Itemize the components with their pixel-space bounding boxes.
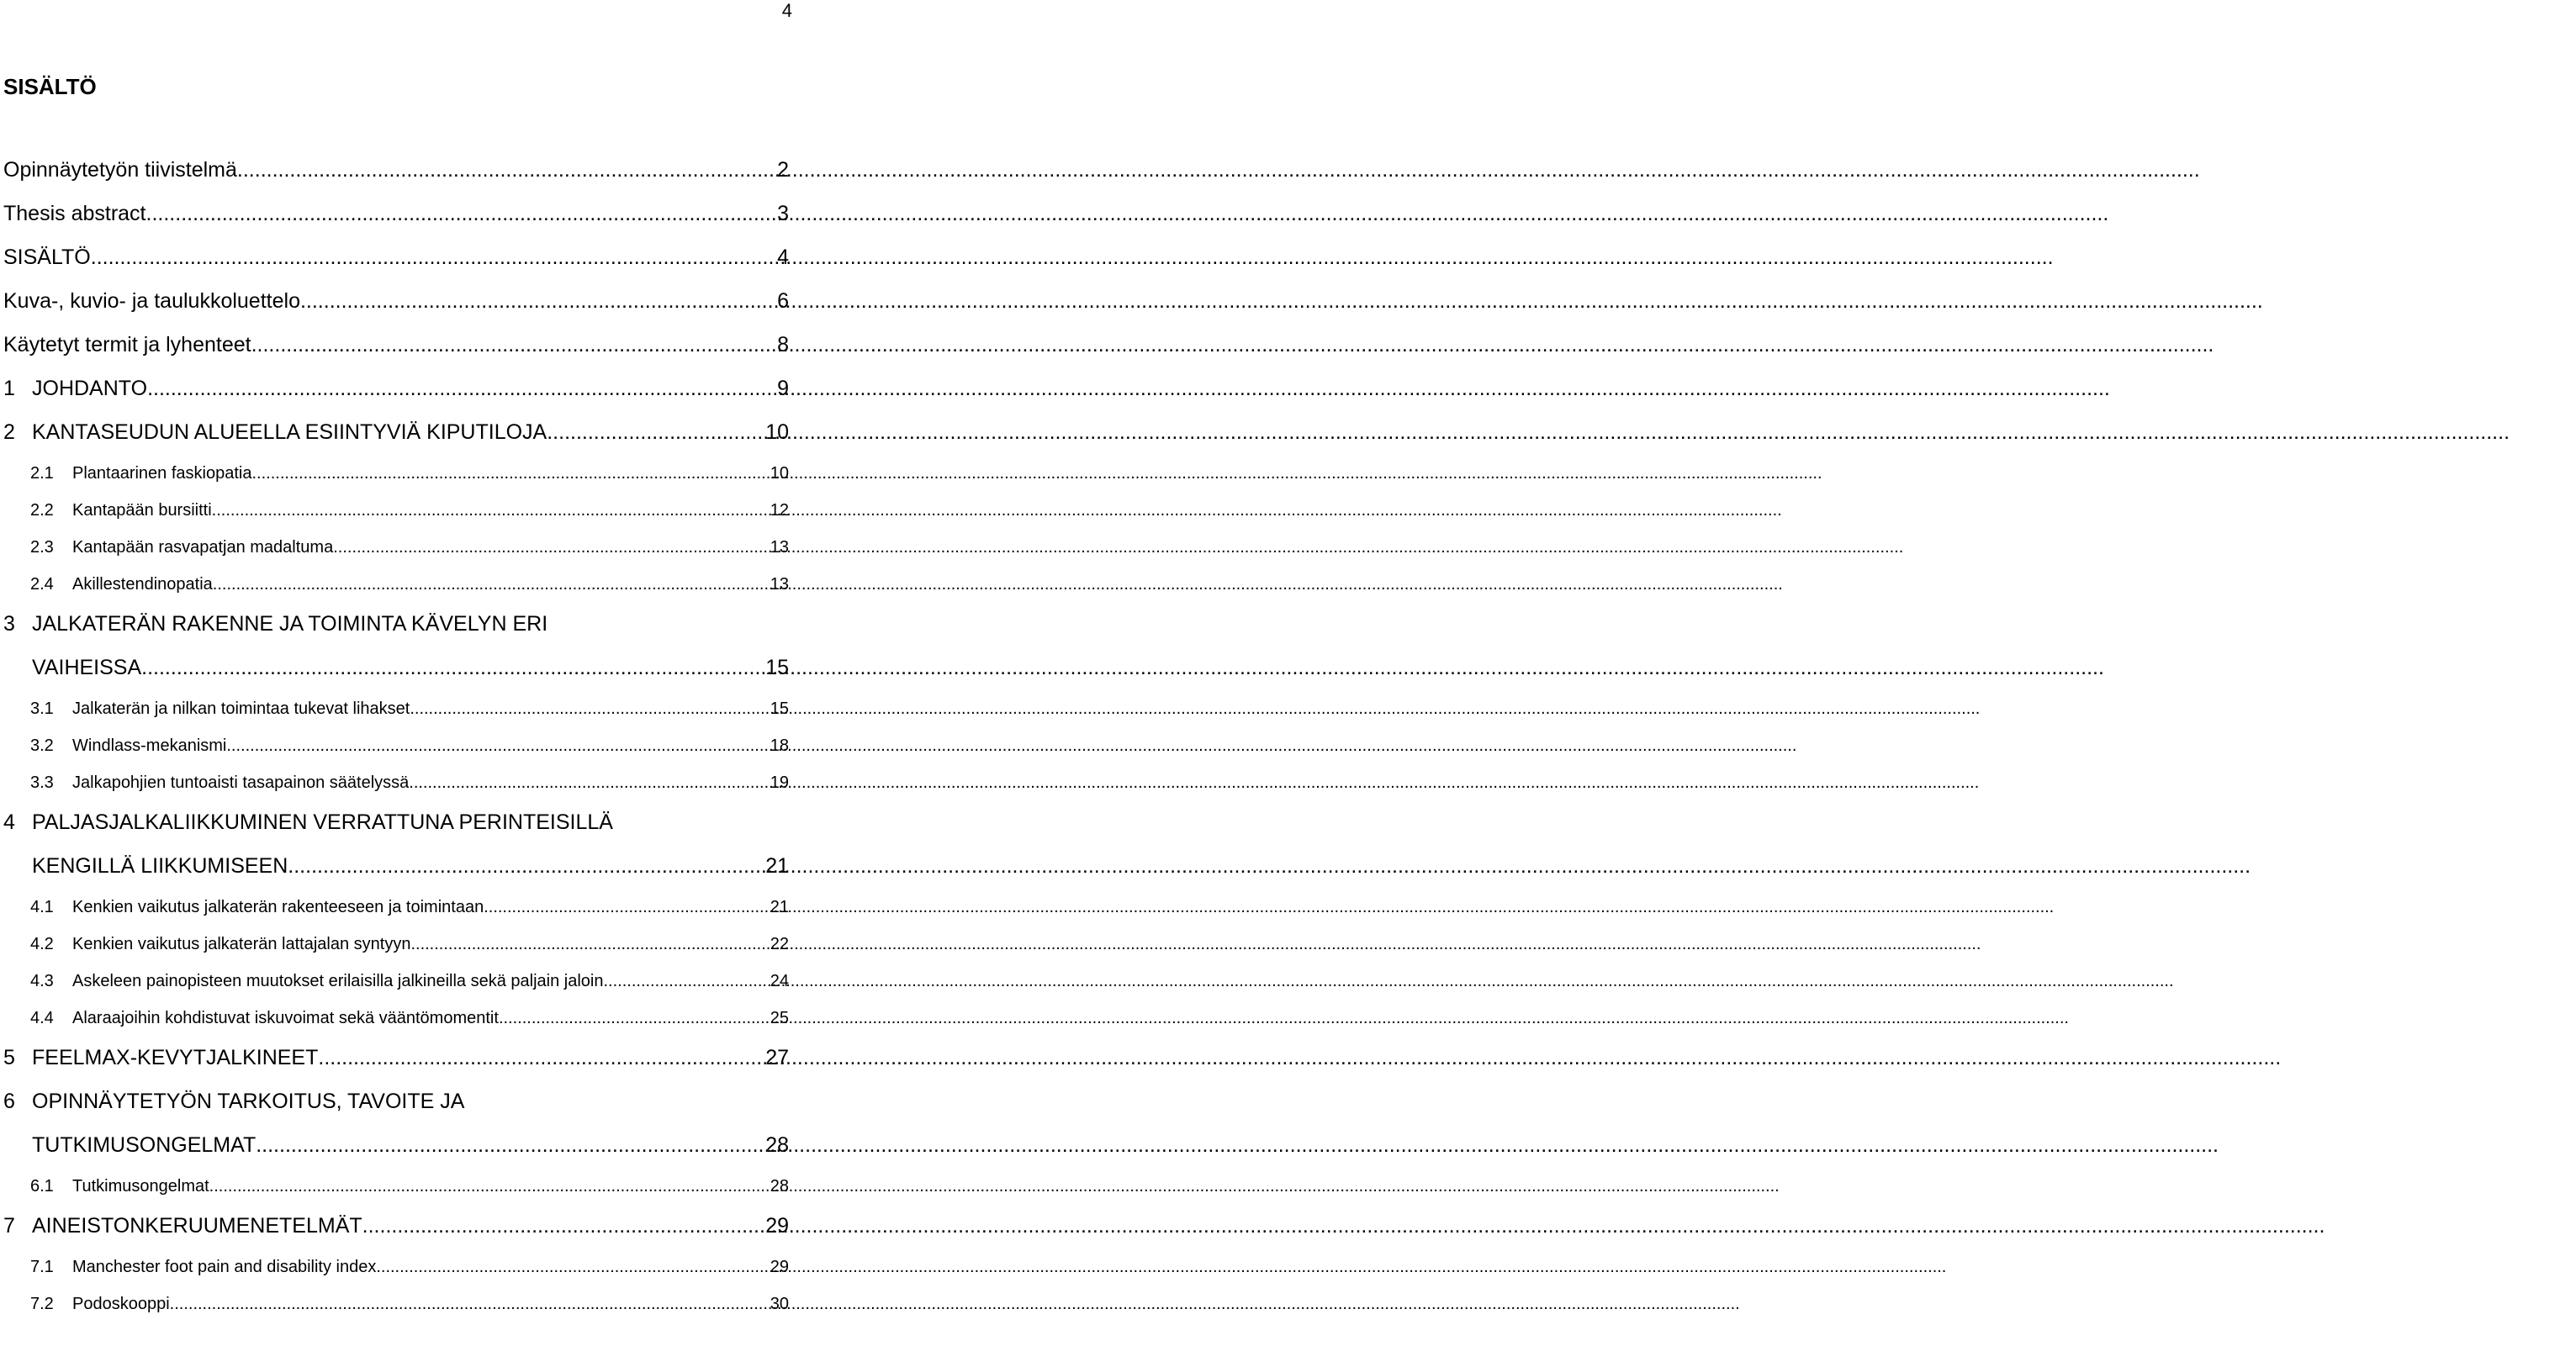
toc-dot-leader: [318, 1046, 765, 1070]
toc-entry-title: Kantapään bursiitti: [72, 501, 212, 520]
toc-entry-page: 3: [777, 202, 789, 225]
toc-dot-leader: [213, 575, 770, 594]
toc-entry-number: 4.1: [30, 898, 54, 916]
toc-entry-number: 2.2: [30, 501, 54, 520]
toc-entry-number: 4.4: [30, 1009, 54, 1027]
toc-entry-title-continued: KENGILLÄ LIIKKUMISEEN: [32, 854, 288, 878]
toc-dot-leader: [547, 420, 765, 445]
toc-entry-number: 2.1: [30, 464, 54, 483]
toc-entry-number: 3.1: [30, 699, 54, 718]
toc-entry-page: 22: [770, 935, 789, 953]
toc-dot-leader: [499, 1009, 770, 1028]
toc-dot-leader: [170, 1295, 770, 1314]
toc-entry[interactable]: [0, 1295, 807, 1332]
toc-entry-page: 4: [777, 245, 789, 269]
toc-entry-title: Podoskooppi: [72, 1295, 170, 1313]
toc-entry[interactable]: [0, 1214, 807, 1258]
toc-dot-leader: [376, 1258, 770, 1277]
toc-dot-leader: [256, 1133, 765, 1158]
toc-entry-title: Plantaarinen faskiopatia: [72, 464, 252, 483]
toc-entry-continuation[interactable]: [0, 1133, 807, 1177]
toc-dot-leader: [226, 736, 770, 756]
toc-dot-leader: [410, 699, 770, 719]
toc-entry[interactable]: [0, 612, 807, 656]
toc-entry-page: 10: [770, 464, 789, 483]
toc-dot-leader: [251, 333, 778, 357]
toc-entry-page: 25: [770, 1009, 789, 1027]
toc-entry[interactable]: [0, 898, 807, 935]
toc-dot-leader: [300, 289, 777, 314]
toc-entry[interactable]: [0, 1258, 807, 1295]
toc-entry-page: 21: [770, 898, 789, 916]
toc-entry-number: 4.2: [30, 935, 54, 953]
toc-entry-title: Kantapään rasvapatjan madaltuma: [72, 538, 334, 557]
toc-entry-number: 4.3: [30, 972, 54, 990]
toc-entry[interactable]: [0, 377, 807, 420]
toc-dot-leader: [251, 464, 770, 483]
toc-entry[interactable]: [0, 501, 807, 538]
toc-entry-number: 7.1: [30, 1258, 54, 1276]
toc-entry-page: 9: [777, 377, 789, 400]
toc-entry-continuation[interactable]: [0, 854, 807, 898]
toc-entry-title: FEELMAX-KEVYTJALKINEET: [32, 1046, 319, 1069]
toc-entry-title: Opinnäytetyön tiivistelmä: [3, 158, 237, 182]
toc-entry[interactable]: [0, 538, 807, 575]
toc-entry[interactable]: [0, 972, 807, 1009]
toc-entry-number: 1: [3, 377, 15, 400]
toc-entry-title: JOHDANTO: [32, 377, 148, 400]
toc-entry-page: 27: [765, 1046, 789, 1069]
toc-entry-title: AINEISTONKERUUMENETELMÄT: [32, 1214, 362, 1238]
toc-entry[interactable]: [0, 333, 807, 377]
toc-entry-title: Alaraajoihin kohdistuvat iskuvoimat sekä vääntömomentit: [72, 1009, 499, 1027]
toc-entry-title: Kuva-, kuvio- ja taulukkoluettelo: [3, 289, 300, 313]
toc-dot-leader: [209, 1177, 770, 1196]
page-title: SISÄLTÖ: [3, 74, 97, 99]
toc-entry-title: Tutkimusongelmat: [72, 1177, 209, 1196]
toc-entry-title: KANTASEUDUN ALUEELLA ESIINTYVIÄ KIPUTILOJA: [32, 420, 547, 444]
toc-dot-leader: [333, 538, 770, 557]
toc-entry-title: Manchester foot pain and disability index: [72, 1258, 377, 1276]
toc-entry[interactable]: [0, 202, 807, 245]
toc-dot-leader: [288, 854, 765, 879]
toc-entry[interactable]: [0, 245, 807, 289]
toc-entry-title: Jalkaterän ja nilkan toimintaa tukevat lihakset: [72, 699, 410, 718]
toc-entry-number: 2.3: [30, 538, 54, 557]
toc-dot-leader: [484, 898, 770, 917]
toc-entry-title: SISÄLTÖ: [3, 245, 91, 269]
toc-entry-page: 15: [765, 656, 789, 679]
toc-dot-leader: [141, 656, 765, 680]
toc-entry-continuation[interactable]: [0, 656, 807, 699]
toc-entry[interactable]: [0, 699, 807, 736]
table-of-contents: [0, 158, 807, 1332]
toc-entry[interactable]: [0, 289, 807, 333]
toc-entry-number: 3: [3, 612, 15, 636]
toc-dot-leader: [409, 773, 770, 793]
toc-entry[interactable]: [0, 773, 807, 810]
toc-entry-title: OPINNÄYTETYÖN TARKOITUS, TAVOITE JA: [32, 1090, 465, 1113]
toc-entry[interactable]: [0, 158, 807, 202]
toc-entry-title: Kenkien vaikutus jalkaterän lattajalan syntyyn: [72, 935, 411, 953]
toc-entry[interactable]: [0, 810, 807, 854]
page-number: 4: [781, 0, 792, 21]
toc-dot-leader: [146, 202, 778, 226]
toc-entry-page: 21: [765, 854, 789, 878]
toc-entry-number: 3.2: [30, 736, 54, 755]
toc-entry-title: PALJASJALKALIIKKUMINEN VERRATTUNA PERINTEISILLÄ: [32, 810, 613, 834]
toc-entry-title: JALKATERÄN RAKENNE JA TOIMINTA KÄVELYN ERI: [32, 612, 548, 636]
toc-dot-leader: [362, 1214, 766, 1238]
toc-entry-title: Thesis abstract: [3, 202, 146, 225]
toc-dot-leader: [91, 245, 777, 270]
toc-dot-leader: [147, 377, 777, 401]
toc-entry-number: 6.1: [30, 1177, 54, 1196]
toc-entry[interactable]: [0, 1046, 807, 1090]
toc-entry-number: 2.4: [30, 575, 54, 594]
toc-entry-page: 12: [770, 501, 789, 520]
toc-entry-number: 4: [3, 810, 15, 834]
toc-dot-leader: [410, 935, 770, 954]
toc-entry-title: Käytetyt termit ja lyhenteet: [3, 333, 251, 356]
toc-entry-page: 29: [765, 1214, 789, 1238]
toc-entry-page: 10: [765, 420, 789, 444]
toc-entry-page: 30: [770, 1295, 789, 1313]
toc-entry-page: 13: [770, 538, 789, 557]
toc-entry-title: Askeleen painopisteen muutokset erilaisilla jalkineilla sekä paljain jaloin: [72, 972, 604, 990]
toc-dot-leader: [603, 972, 770, 991]
toc-entry-title-continued: TUTKIMUSONGELMAT: [32, 1133, 257, 1157]
toc-entry-number: 7: [3, 1214, 15, 1238]
toc-entry-number: 6: [3, 1090, 15, 1113]
toc-entry[interactable]: [0, 1177, 807, 1214]
toc-entry-page: 8: [777, 333, 789, 356]
toc-dot-leader: [212, 501, 770, 520]
toc-entry-page: 29: [770, 1258, 789, 1276]
toc-entry[interactable]: [0, 464, 807, 501]
toc-entry-title-continued: VAIHEISSA: [32, 656, 142, 679]
toc-entry-number: 3.3: [30, 773, 54, 792]
toc-entry[interactable]: [0, 1090, 807, 1133]
toc-entry-page: 24: [770, 972, 789, 990]
toc-entry-page: 28: [770, 1177, 789, 1196]
toc-entry-page: 6: [777, 289, 789, 313]
toc-entry-number: 7.2: [30, 1295, 54, 1313]
toc-entry-number: 5: [3, 1046, 15, 1069]
toc-entry[interactable]: [0, 575, 807, 612]
toc-entry-page: 28: [765, 1133, 789, 1157]
toc-entry[interactable]: [0, 1009, 807, 1046]
toc-dot-leader: [237, 158, 777, 182]
toc-entry-title: Windlass-mekanismi: [72, 736, 227, 755]
toc-entry-page: 13: [770, 575, 789, 594]
toc-entry[interactable]: [0, 935, 807, 972]
toc-entry-page: 15: [770, 699, 789, 718]
toc-entry-number: 2: [3, 420, 15, 444]
toc-entry-title: Jalkapohjien tuntoaisti tasapainon säätelyssä: [72, 773, 410, 792]
toc-entry-title: Kenkien vaikutus jalkaterän rakenteeseen ja toimintaan: [72, 898, 484, 916]
toc-entry-page: 2: [777, 158, 789, 182]
toc-entry-title: Akillestendinopatia: [72, 575, 213, 594]
toc-entry[interactable]: [0, 420, 807, 464]
toc-entry-page: 19: [770, 773, 789, 792]
toc-entry-page: 18: [770, 736, 789, 755]
toc-entry[interactable]: [0, 736, 807, 773]
